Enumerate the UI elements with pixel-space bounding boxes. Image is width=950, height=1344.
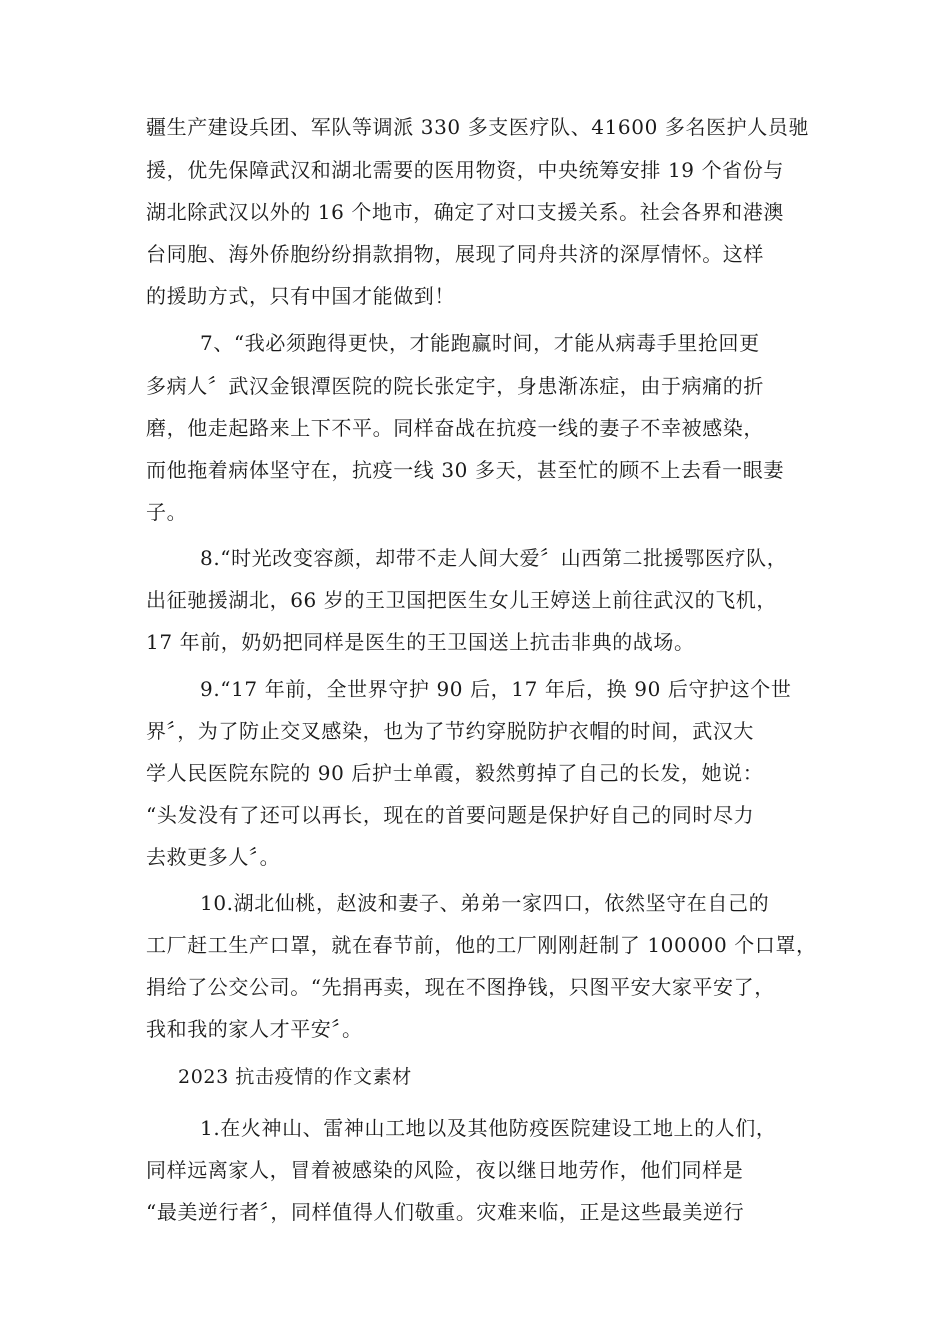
- text-line: 疆生产建设兵团、军队等调派 330 多支医疗队、41600 多名医护人员驰: [146, 115, 810, 139]
- text-line: 子。: [146, 500, 188, 524]
- text-line: 捐给了公交公司。“先捐再卖，现在不图挣钱，只图平安大家平安了，: [146, 975, 775, 999]
- text-line: “最美逆行者〞，同样值得人们敬重。灾难来临，正是这些最美逆行: [146, 1200, 745, 1224]
- text-line: 17 年前，奶奶把同样是医生的王卫国送上抗击非典的战场。: [146, 630, 695, 654]
- text-line: 去救更多人〞。: [146, 845, 281, 869]
- text-line: 我和我的家人才平安〞。: [146, 1017, 363, 1041]
- text-line: 界〞，为了防止交叉感染，也为了节约穿脱防护衣帽的时间，武汉大: [146, 719, 754, 743]
- text-line: 而他拖着病体坚守在，抗疫一线 30 多天，甚至忙的顾不上去看一眼妻: [146, 458, 784, 482]
- text-line: 湖北除武汉以外的 16 个地市，确定了对口支援关系。社会各界和港澳: [146, 200, 784, 224]
- text-line: 同样远离家人，冒着被感染的风险，夜以继日地劳作，他们同样是: [146, 1158, 744, 1182]
- text-line: 出征驰援湖北，66 岁的王卫国把医生女儿王婷送上前往武汉的飞机，: [146, 588, 778, 612]
- text-line: 7、“我必须跑得更快，才能跑赢时间，才能从病毒手里抢回更: [200, 331, 760, 355]
- text-line: 10.湖北仙桃，赵波和妻子、弟弟一家四口，依然坚守在自己的: [200, 891, 770, 915]
- text-line: 9.“17 年前，全世界守护 90 后，17 年后，换 90 后守护这个世: [200, 677, 792, 701]
- text-line: 工厂赶工生产口罩，就在春节前，他的工厂刚刚赶制了 100000 个口罩，: [146, 933, 817, 957]
- text-line: 台同胞、海外侨胞纷纷捐款捐物，展现了同舟共济的深厚情怀。这样: [146, 242, 764, 266]
- text-line: 援，优先保障武汉和湖北需要的医用物资，中央统筹安排 19 个省份与: [146, 158, 784, 182]
- text-line: 学人民医院东院的 90 后护士单霞，毅然剪掉了自己的长发，她说：: [146, 761, 764, 785]
- text-line: “头发没有了还可以再长，现在的首要问题是保护好自己的同时尽力: [146, 803, 755, 827]
- text-line: 多病人〞武汉金银潭医院的院长张定宇，身患渐冻症，由于病痛的折: [146, 374, 764, 398]
- text-line: 8.“时光改变容颜，却带不走人间大爱〞山西第二批援鄂医疗队，: [200, 546, 788, 570]
- section-heading: 2023 抗击疫情的作文素材: [178, 1066, 412, 1088]
- text-line: 的援助方式，只有中国才能做到！: [146, 284, 455, 308]
- text-line: 1.在火神山、雷神山工地以及其他防疫医院建设工地上的人们，: [200, 1116, 777, 1140]
- text-line: 磨，他走起路来上下不平。同样奋战在抗疫一线的妻子不幸被感染，: [146, 416, 764, 440]
